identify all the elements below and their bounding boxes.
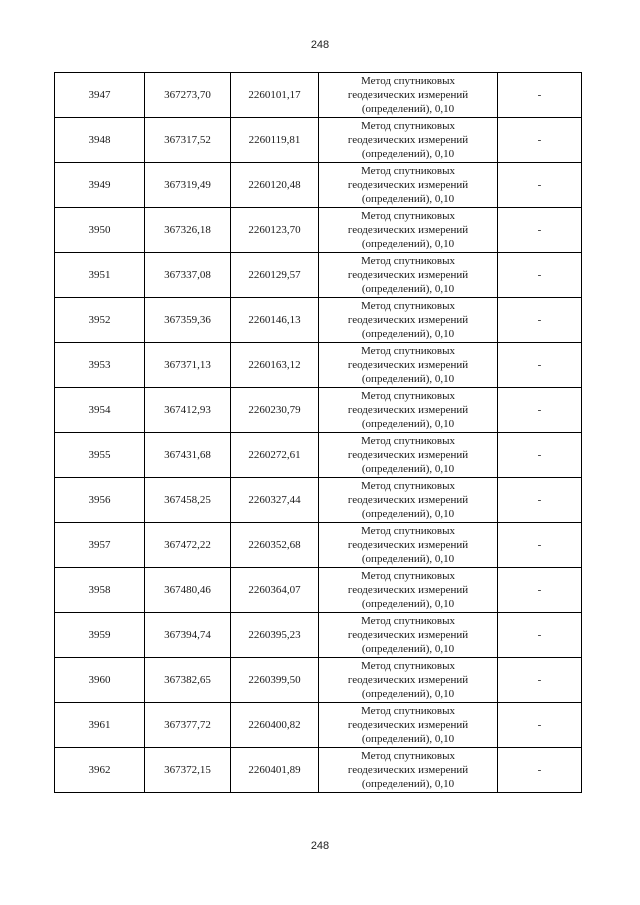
- method-text-line2: геодезических измерений: [347, 674, 469, 686]
- method-text-line2: геодезических измерений: [347, 764, 469, 776]
- x-coordinate-cell: 367472,22: [145, 523, 231, 568]
- note-cell: -: [498, 748, 582, 793]
- y-coordinate-cell: 2260401,89: [231, 748, 319, 793]
- y-coordinate-cell: 2260146,13: [231, 298, 319, 343]
- method-text-line2: геодезических измерений: [347, 314, 469, 326]
- method-text-line1: Метод спутниковых: [361, 255, 455, 267]
- table-row: [55, 748, 582, 793]
- point-number-cell: 3960: [55, 658, 145, 703]
- y-coordinate-cell: 2260395,23: [231, 613, 319, 658]
- y-coordinate-cell: 2260272,61: [231, 433, 319, 478]
- note-cell: -: [498, 343, 582, 388]
- point-number-cell: 3947: [55, 73, 145, 118]
- method-cell: [319, 478, 498, 523]
- method-cell: [319, 658, 498, 703]
- table-row: [55, 73, 582, 118]
- method-text-line2: геодезических измерений: [347, 629, 469, 641]
- method-text-line3: (определений), 0,10: [361, 193, 455, 205]
- x-coordinate-cell: 367317,52: [145, 118, 231, 163]
- point-number-cell: 3958: [55, 568, 145, 613]
- x-coordinate-cell: 367372,15: [145, 748, 231, 793]
- method-text-line1: Метод спутниковых: [361, 75, 455, 87]
- x-coordinate-cell: 367337,08: [145, 253, 231, 298]
- page-number-top: 248: [310, 39, 330, 51]
- method-text-line2: геодезических измерений: [347, 179, 469, 191]
- table-row: [55, 433, 582, 478]
- table-row: [55, 478, 582, 523]
- method-text-line3: (определений), 0,10: [361, 283, 455, 295]
- y-coordinate-cell: 2260123,70: [231, 208, 319, 253]
- method-text-line3: (определений), 0,10: [361, 148, 455, 160]
- note-cell: -: [498, 208, 582, 253]
- method-cell: [319, 118, 498, 163]
- table-row: [55, 703, 582, 748]
- point-number-cell: 3962: [55, 748, 145, 793]
- point-number-cell: 3955: [55, 433, 145, 478]
- note-cell: -: [498, 433, 582, 478]
- note-cell: -: [498, 253, 582, 298]
- note-cell: -: [498, 658, 582, 703]
- page-number-bottom: 248: [310, 840, 330, 852]
- method-cell: [319, 73, 498, 118]
- method-text-line3: (определений), 0,10: [361, 643, 455, 655]
- method-text-line1: Метод спутниковых: [361, 210, 455, 222]
- method-cell: [319, 343, 498, 388]
- point-number-cell: 3959: [55, 613, 145, 658]
- table-row: [55, 568, 582, 613]
- y-coordinate-cell: 2260230,79: [231, 388, 319, 433]
- x-coordinate-cell: 367412,93: [145, 388, 231, 433]
- table-row: [55, 658, 582, 703]
- point-number-cell: 3950: [55, 208, 145, 253]
- note-cell: -: [498, 523, 582, 568]
- method-cell: [319, 253, 498, 298]
- y-coordinate-cell: 2260129,57: [231, 253, 319, 298]
- method-text-line3: (определений), 0,10: [361, 238, 455, 250]
- table-row: [55, 208, 582, 253]
- point-number-cell: 3954: [55, 388, 145, 433]
- method-text-line2: геодезических измерений: [347, 719, 469, 731]
- method-cell: [319, 163, 498, 208]
- table-row: [55, 253, 582, 298]
- x-coordinate-cell: 367326,18: [145, 208, 231, 253]
- point-number-cell: 3957: [55, 523, 145, 568]
- method-text-line1: Метод спутниковых: [361, 750, 455, 762]
- method-cell: [319, 208, 498, 253]
- method-cell: [319, 298, 498, 343]
- method-text-line3: (определений), 0,10: [361, 103, 455, 115]
- table-row: [55, 298, 582, 343]
- y-coordinate-cell: 2260327,44: [231, 478, 319, 523]
- coordinates-table: [54, 72, 582, 793]
- y-coordinate-cell: 2260400,82: [231, 703, 319, 748]
- y-coordinate-cell: 2260101,17: [231, 73, 319, 118]
- method-text-line2: геодезических измерений: [347, 584, 469, 596]
- method-text-line1: Метод спутниковых: [361, 390, 455, 402]
- table-row: [55, 163, 582, 208]
- method-text-line1: Метод спутниковых: [361, 525, 455, 537]
- y-coordinate-cell: 2260163,12: [231, 343, 319, 388]
- method-text-line1: Метод спутниковых: [361, 165, 455, 177]
- method-text-line1: Метод спутниковых: [361, 300, 455, 312]
- x-coordinate-cell: 367394,74: [145, 613, 231, 658]
- point-number-cell: 3951: [55, 253, 145, 298]
- note-cell: -: [498, 298, 582, 343]
- method-cell: [319, 703, 498, 748]
- method-text-line2: геодезических измерений: [347, 89, 469, 101]
- method-text-line3: (определений), 0,10: [361, 778, 455, 790]
- note-cell: -: [498, 613, 582, 658]
- method-cell: [319, 388, 498, 433]
- method-text-line2: геодезических измерений: [347, 224, 469, 236]
- method-text-line3: (определений), 0,10: [361, 328, 455, 340]
- note-cell: -: [498, 478, 582, 523]
- x-coordinate-cell: 367377,72: [145, 703, 231, 748]
- table-row: [55, 118, 582, 163]
- table-row: [55, 523, 582, 568]
- point-number-cell: 3949: [55, 163, 145, 208]
- method-text-line3: (определений), 0,10: [361, 508, 455, 520]
- method-text-line2: геодезических измерений: [347, 269, 469, 281]
- method-text-line1: Метод спутниковых: [361, 570, 455, 582]
- y-coordinate-cell: 2260364,07: [231, 568, 319, 613]
- method-text-line3: (определений), 0,10: [361, 553, 455, 565]
- x-coordinate-cell: 367458,25: [145, 478, 231, 523]
- method-cell: [319, 568, 498, 613]
- point-number-cell: 3948: [55, 118, 145, 163]
- method-text-line1: Метод спутниковых: [361, 435, 455, 447]
- point-number-cell: 3952: [55, 298, 145, 343]
- point-number-cell: 3953: [55, 343, 145, 388]
- method-text-line1: Метод спутниковых: [361, 345, 455, 357]
- x-coordinate-cell: 367480,46: [145, 568, 231, 613]
- method-text-line3: (определений), 0,10: [361, 373, 455, 385]
- table-row: [55, 343, 582, 388]
- y-coordinate-cell: 2260352,68: [231, 523, 319, 568]
- x-coordinate-cell: 367359,36: [145, 298, 231, 343]
- method-text-line3: (определений), 0,10: [361, 688, 455, 700]
- method-text-line3: (определений), 0,10: [361, 598, 455, 610]
- table-row: [55, 613, 582, 658]
- method-text-line1: Метод спутниковых: [361, 480, 455, 492]
- note-cell: -: [498, 163, 582, 208]
- x-coordinate-cell: 367319,49: [145, 163, 231, 208]
- x-coordinate-cell: 367431,68: [145, 433, 231, 478]
- y-coordinate-cell: 2260120,48: [231, 163, 319, 208]
- note-cell: -: [498, 73, 582, 118]
- method-text-line3: (определений), 0,10: [361, 733, 455, 745]
- method-text-line2: геодезических измерений: [347, 359, 469, 371]
- method-cell: [319, 748, 498, 793]
- method-text-line2: геодезических измерений: [347, 539, 469, 551]
- method-text-line2: геодезических измерений: [347, 494, 469, 506]
- y-coordinate-cell: 2260399,50: [231, 658, 319, 703]
- method-text-line3: (определений), 0,10: [361, 418, 455, 430]
- x-coordinate-cell: 367371,13: [145, 343, 231, 388]
- method-text-line1: Метод спутниковых: [361, 615, 455, 627]
- method-text-line2: геодезических измерений: [347, 449, 469, 461]
- note-cell: -: [498, 703, 582, 748]
- method-cell: [319, 433, 498, 478]
- point-number-cell: 3961: [55, 703, 145, 748]
- method-cell: [319, 613, 498, 658]
- note-cell: -: [498, 388, 582, 433]
- method-text-line2: геодезических измерений: [347, 134, 469, 146]
- method-text-line3: (определений), 0,10: [361, 463, 455, 475]
- y-coordinate-cell: 2260119,81: [231, 118, 319, 163]
- method-text-line1: Метод спутниковых: [361, 705, 455, 717]
- note-cell: -: [498, 118, 582, 163]
- method-cell: [319, 523, 498, 568]
- note-cell: -: [498, 568, 582, 613]
- table-row: [55, 388, 582, 433]
- point-number-cell: 3956: [55, 478, 145, 523]
- method-text-line1: Метод спутниковых: [361, 120, 455, 132]
- x-coordinate-cell: 367273,70: [145, 73, 231, 118]
- x-coordinate-cell: 367382,65: [145, 658, 231, 703]
- method-text-line2: геодезических измерений: [347, 404, 469, 416]
- method-text-line1: Метод спутниковых: [361, 660, 455, 672]
